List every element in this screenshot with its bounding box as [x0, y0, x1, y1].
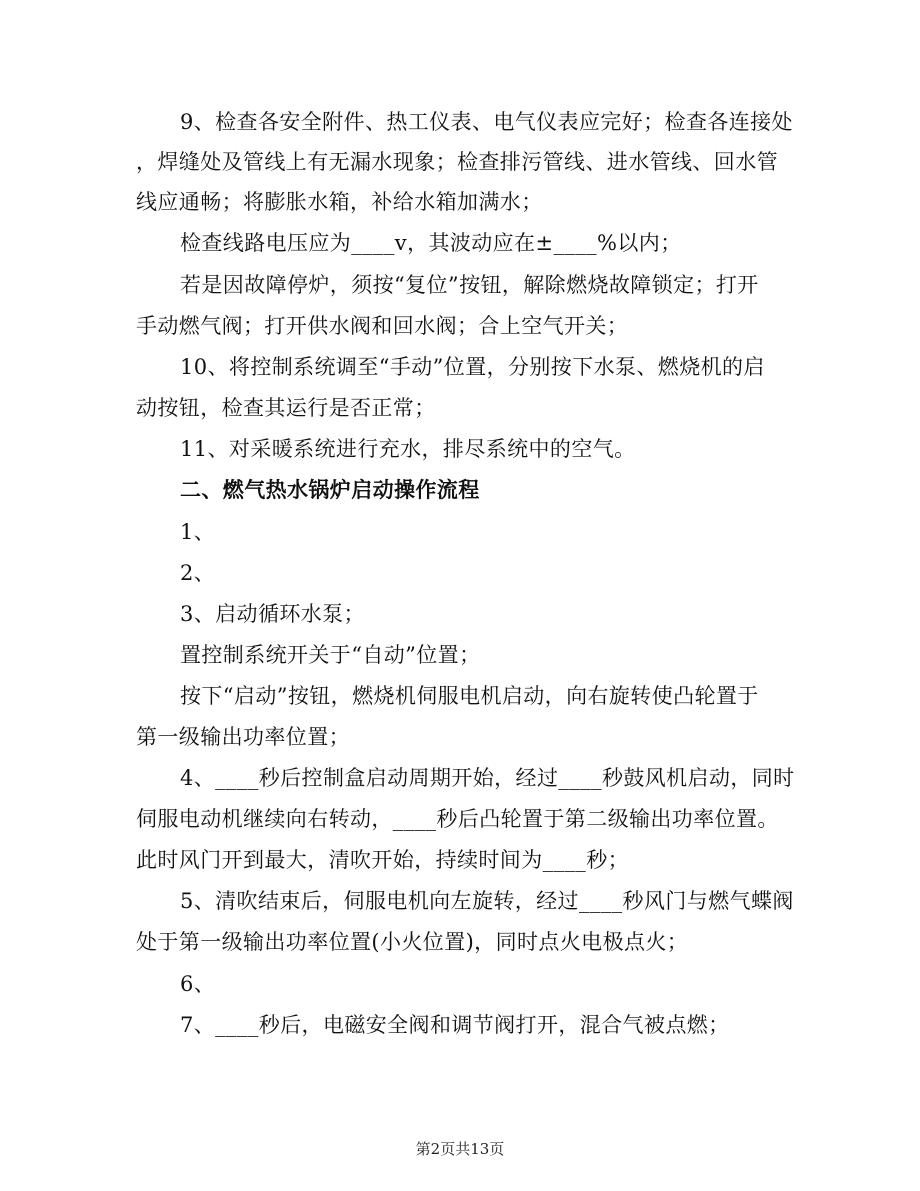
paragraph-line: 此时风门开到最大，清吹开始，持续时间为____秒； — [136, 848, 629, 872]
list-item: 7、____秒后，电磁安全阀和调节阀打开，混合气被点燃； — [180, 1013, 730, 1037]
paragraph-line: 第一级输出功率位置； — [136, 725, 350, 749]
paragraph-line: 线应通畅；将膨胀水箱，补给水箱加满水； — [136, 190, 543, 214]
list-item: 2、 — [180, 561, 216, 585]
list-item: 1、 — [180, 520, 216, 544]
list-item: 5、清吹结束后，伺服电机向左旋转，经过____秒风门与燃气蝶阀 — [180, 889, 794, 913]
list-item: 6、 — [180, 972, 216, 996]
paragraph-line: 伺服电动机继续向右转动，____秒后凸轮置于第二级输出功率位置。 — [136, 807, 779, 831]
paragraph-line: ，焊缝处及管线上有无漏水现象；检查排污管线、进水管线、回水管 — [136, 150, 778, 174]
paragraph-line: 11、对采暖系统进行充水，排尽系统中的空气。 — [180, 437, 636, 461]
paragraph-line: 按下“启动”按钮，燃烧机伺服电机启动，向右旋转使凸轮置于 — [180, 684, 759, 708]
list-item: 3、启动循环水泵； — [180, 602, 365, 626]
paragraph-line: 手动燃气阀；打开供水阀和回水阀；合上空气开关； — [136, 314, 629, 338]
section-heading: 二、燃气热水锅炉启动操作流程 — [180, 477, 480, 502]
paragraph-line: 置控制系统开关于“自动”位置； — [180, 643, 481, 667]
paragraph-line: 若是因故障停炉，须按“复位”按钮，解除燃烧故障锁定；打开 — [180, 273, 759, 297]
page-number: 第2页共13页 — [415, 1140, 505, 1158]
paragraph-line: 处于第一级输出功率位置(小火位置)，同时点火电极点火； — [136, 930, 689, 954]
paragraph-line: 10、将控制系统调至“手动”位置，分别按下水泵、燃烧机的启 — [180, 355, 765, 379]
paragraph-line: 9、检查各安全附件、热工仪表、电气仪表应完好；检查各连接处 — [180, 110, 793, 134]
list-item: 4、____秒后控制盒启动周期开始，经过____秒鼓风机启动，同时 — [180, 766, 795, 790]
paragraph-line: 动按钮，检查其运行是否正常； — [136, 396, 436, 420]
paragraph-line: 检查线路电压应为____v，其波动应在±____%以内； — [180, 231, 682, 255]
